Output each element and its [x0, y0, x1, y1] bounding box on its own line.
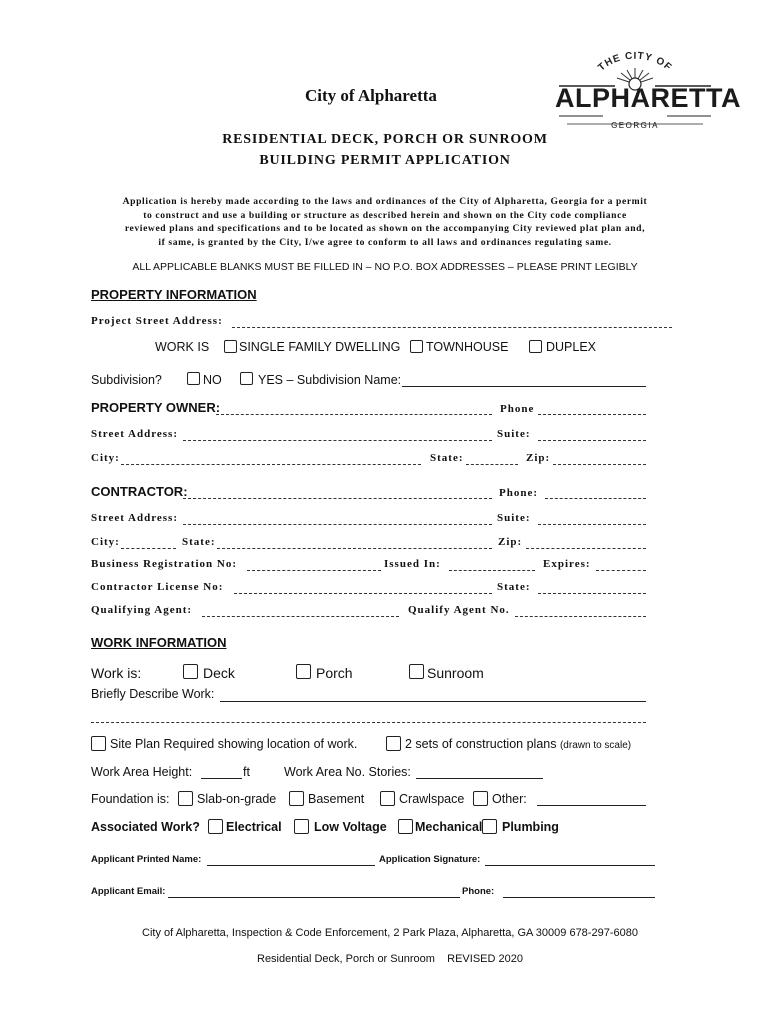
sunroom-label: Sunroom — [427, 665, 484, 681]
work-heading: WORK INFORMATION — [91, 635, 227, 650]
subdivision-name-field[interactable] — [402, 386, 646, 387]
owner-street-label: Street Address: — [91, 428, 179, 440]
contractor-zip-label: Zip: — [498, 536, 523, 548]
city-logo — [555, 46, 741, 132]
contractor-phone-field[interactable] — [545, 498, 646, 499]
other-label: Other: — [492, 792, 527, 806]
porch-checkbox[interactable] — [296, 664, 311, 679]
qualify-agent-no-field[interactable] — [515, 616, 646, 617]
contractor-phone-label: Phone: — [499, 487, 538, 499]
owner-zip-field[interactable] — [553, 464, 646, 465]
project-street-field[interactable] — [232, 327, 672, 328]
contractor-state-field[interactable] — [217, 548, 492, 549]
subdivision-yes-checkbox[interactable] — [240, 372, 253, 385]
city-title: City of Alpharetta — [305, 86, 437, 105]
subdivision-yes-label: YES – Subdivision Name: — [258, 373, 402, 387]
footer-address: City of Alpharetta, Inspection & Code Enforcement, 2 Park Plaza, Alpharetta, GA 30009 678-297-6080 — [142, 927, 638, 939]
owner-state-label: State: — [430, 452, 464, 464]
business-registration-label: Business Registration No: — [91, 558, 238, 570]
subdivision-label: Subdivision? — [91, 373, 162, 387]
duplex-label: DUPLEX — [546, 340, 597, 354]
deck-checkbox[interactable] — [183, 664, 198, 679]
contractor-state-label: State: — [182, 536, 216, 548]
slab-checkbox[interactable] — [178, 791, 193, 806]
qualifying-agent-label: Qualifying Agent: — [91, 604, 193, 616]
owner-street-field[interactable] — [183, 440, 492, 441]
other-field[interactable] — [537, 805, 646, 806]
crawlspace-label: Crawlspace — [399, 792, 465, 806]
logo-top-text: THE CITY OF — [596, 50, 674, 74]
applicant-phone-field[interactable] — [503, 897, 655, 898]
business-registration-field[interactable] — [247, 570, 381, 571]
owner-zip-label: Zip: — [526, 452, 551, 464]
construction-plans-checkbox[interactable] — [386, 736, 401, 751]
contractor-zip-field[interactable] — [526, 548, 646, 549]
owner-city-field[interactable] — [121, 464, 421, 465]
basement-checkbox[interactable] — [289, 791, 304, 806]
describe-work-label: Briefly Describe Work: — [91, 687, 215, 701]
slab-label: Slab-on-grade — [197, 792, 277, 806]
expires-label: Expires: — [543, 558, 591, 570]
subdivision-no-checkbox[interactable] — [187, 372, 200, 385]
work-height-field[interactable] — [201, 778, 242, 779]
sunroom-checkbox[interactable] — [409, 664, 424, 679]
contractor-suite-field[interactable] — [538, 524, 646, 525]
qualify-agent-no-label: Qualify Agent No. — [408, 604, 510, 616]
applicant-phone-label: Phone: — [462, 886, 495, 897]
other-checkbox[interactable] — [473, 791, 488, 806]
notice: ALL APPLICABLE BLANKS MUST BE FILLED IN – NO P.O. BOX ADDRESSES – PLEASE PRINT LEGIBLY — [132, 261, 638, 273]
work-height-unit: ft — [243, 765, 250, 779]
low-voltage-label: Low Voltage — [314, 820, 387, 834]
associated-work-label: Associated Work? — [91, 820, 200, 834]
owner-suite-field[interactable] — [538, 440, 646, 441]
issued-in-field[interactable] — [449, 570, 535, 571]
property-heading: PROPERTY INFORMATION — [91, 287, 257, 302]
site-plan-checkbox[interactable] — [91, 736, 106, 751]
project-street-label: Project Street Address: — [91, 315, 223, 327]
subdivision-no-label: NO — [203, 373, 222, 387]
intro-line: if same, is granted by the City, I/we agree to conform to all laws and ordinances regulating same. — [158, 237, 612, 248]
owner-name-field[interactable] — [216, 414, 492, 415]
townhouse-checkbox[interactable] — [410, 340, 423, 353]
printed-name-field[interactable] — [207, 865, 375, 866]
logo-state: GEORGIA — [611, 121, 659, 130]
owner-phone-field[interactable] — [538, 414, 646, 415]
deck-label: Deck — [203, 665, 235, 681]
form-title-line2: BUILDING PERMIT APPLICATION — [259, 153, 511, 168]
foundation-label: Foundation is: — [91, 792, 170, 806]
describe-work-field[interactable] — [220, 701, 646, 702]
electrical-checkbox[interactable] — [208, 819, 223, 834]
owner-suite-label: Suite: — [497, 428, 531, 440]
contractor-license-field[interactable] — [234, 593, 492, 594]
issued-in-label: Issued In: — [384, 558, 441, 570]
owner-phone-label: Phone — [500, 403, 535, 415]
owner-city-label: City: — [91, 452, 120, 464]
signature-field[interactable] — [485, 865, 655, 866]
work-is-label: WORK IS — [155, 340, 210, 354]
site-plan-label: Site Plan Required showing location of work. — [110, 737, 358, 751]
townhouse-label: TOWNHOUSE — [426, 340, 509, 354]
email-field[interactable] — [168, 897, 460, 898]
single-family-checkbox[interactable] — [224, 340, 237, 353]
email-label: Applicant Email: — [91, 886, 166, 897]
footer-form-info: Residential Deck, Porch or Sunroom REVISED 2020 — [257, 953, 523, 965]
work-stories-field[interactable] — [416, 778, 543, 779]
contractor-city-field[interactable] — [121, 548, 176, 549]
porch-label: Porch — [316, 665, 353, 681]
owner-heading: PROPERTY OWNER: — [91, 400, 221, 415]
duplex-checkbox[interactable] — [529, 340, 542, 353]
contractor-city-label: City: — [91, 536, 120, 548]
contractor-name-field[interactable] — [183, 498, 492, 499]
mechanical-checkbox[interactable] — [398, 819, 413, 834]
work-is-label: Work is: — [91, 665, 142, 681]
license-state-field[interactable] — [538, 593, 646, 594]
intro-line: to construct and use a building or structure as described herein and shown on the City code compliance — [143, 210, 627, 221]
contractor-street-label: Street Address: — [91, 512, 179, 524]
qualifying-agent-field[interactable] — [202, 616, 399, 617]
basement-label: Basement — [308, 792, 365, 806]
expires-field[interactable] — [596, 570, 646, 571]
intro-line: Application is hereby made according to the laws and ordinances of the City of Alpharetta, Georgia for a permit — [122, 196, 648, 207]
contractor-heading: CONTRACTOR: — [91, 484, 188, 499]
owner-state-field[interactable] — [466, 464, 518, 465]
intro-line: reviewed plans and specifications and to be located as shown on the accompanying City reviewed plat plan and, — [124, 223, 646, 234]
crawlspace-checkbox[interactable] — [380, 791, 395, 806]
license-state-label: State: — [497, 581, 531, 593]
contractor-license-label: Contractor License No: — [91, 581, 224, 593]
plumbing-label: Plumbing — [502, 820, 559, 834]
construction-plans-label: 2 sets of construction plans (drawn to scale) — [405, 737, 632, 751]
signature-label: Application Signature: — [379, 854, 481, 865]
contractor-suite-label: Suite: — [497, 512, 531, 524]
single-family-label: SINGLE FAMILY DWELLING — [239, 340, 401, 354]
plumbing-checkbox[interactable] — [482, 819, 497, 834]
describe-work-line2[interactable] — [91, 722, 646, 723]
work-stories-label: Work Area No. Stories: — [284, 765, 411, 779]
mechanical-label: Mechanical — [415, 820, 483, 834]
printed-name-label: Applicant Printed Name: — [91, 854, 202, 865]
contractor-street-field[interactable] — [183, 524, 492, 525]
low-voltage-checkbox[interactable] — [294, 819, 309, 834]
logo-name: ALPHARETTA — [555, 83, 741, 113]
work-height-label: Work Area Height: — [91, 765, 193, 779]
form-title-line1: RESIDENTIAL DECK, PORCH OR SUNROOM — [222, 132, 548, 147]
electrical-label: Electrical — [226, 820, 282, 834]
